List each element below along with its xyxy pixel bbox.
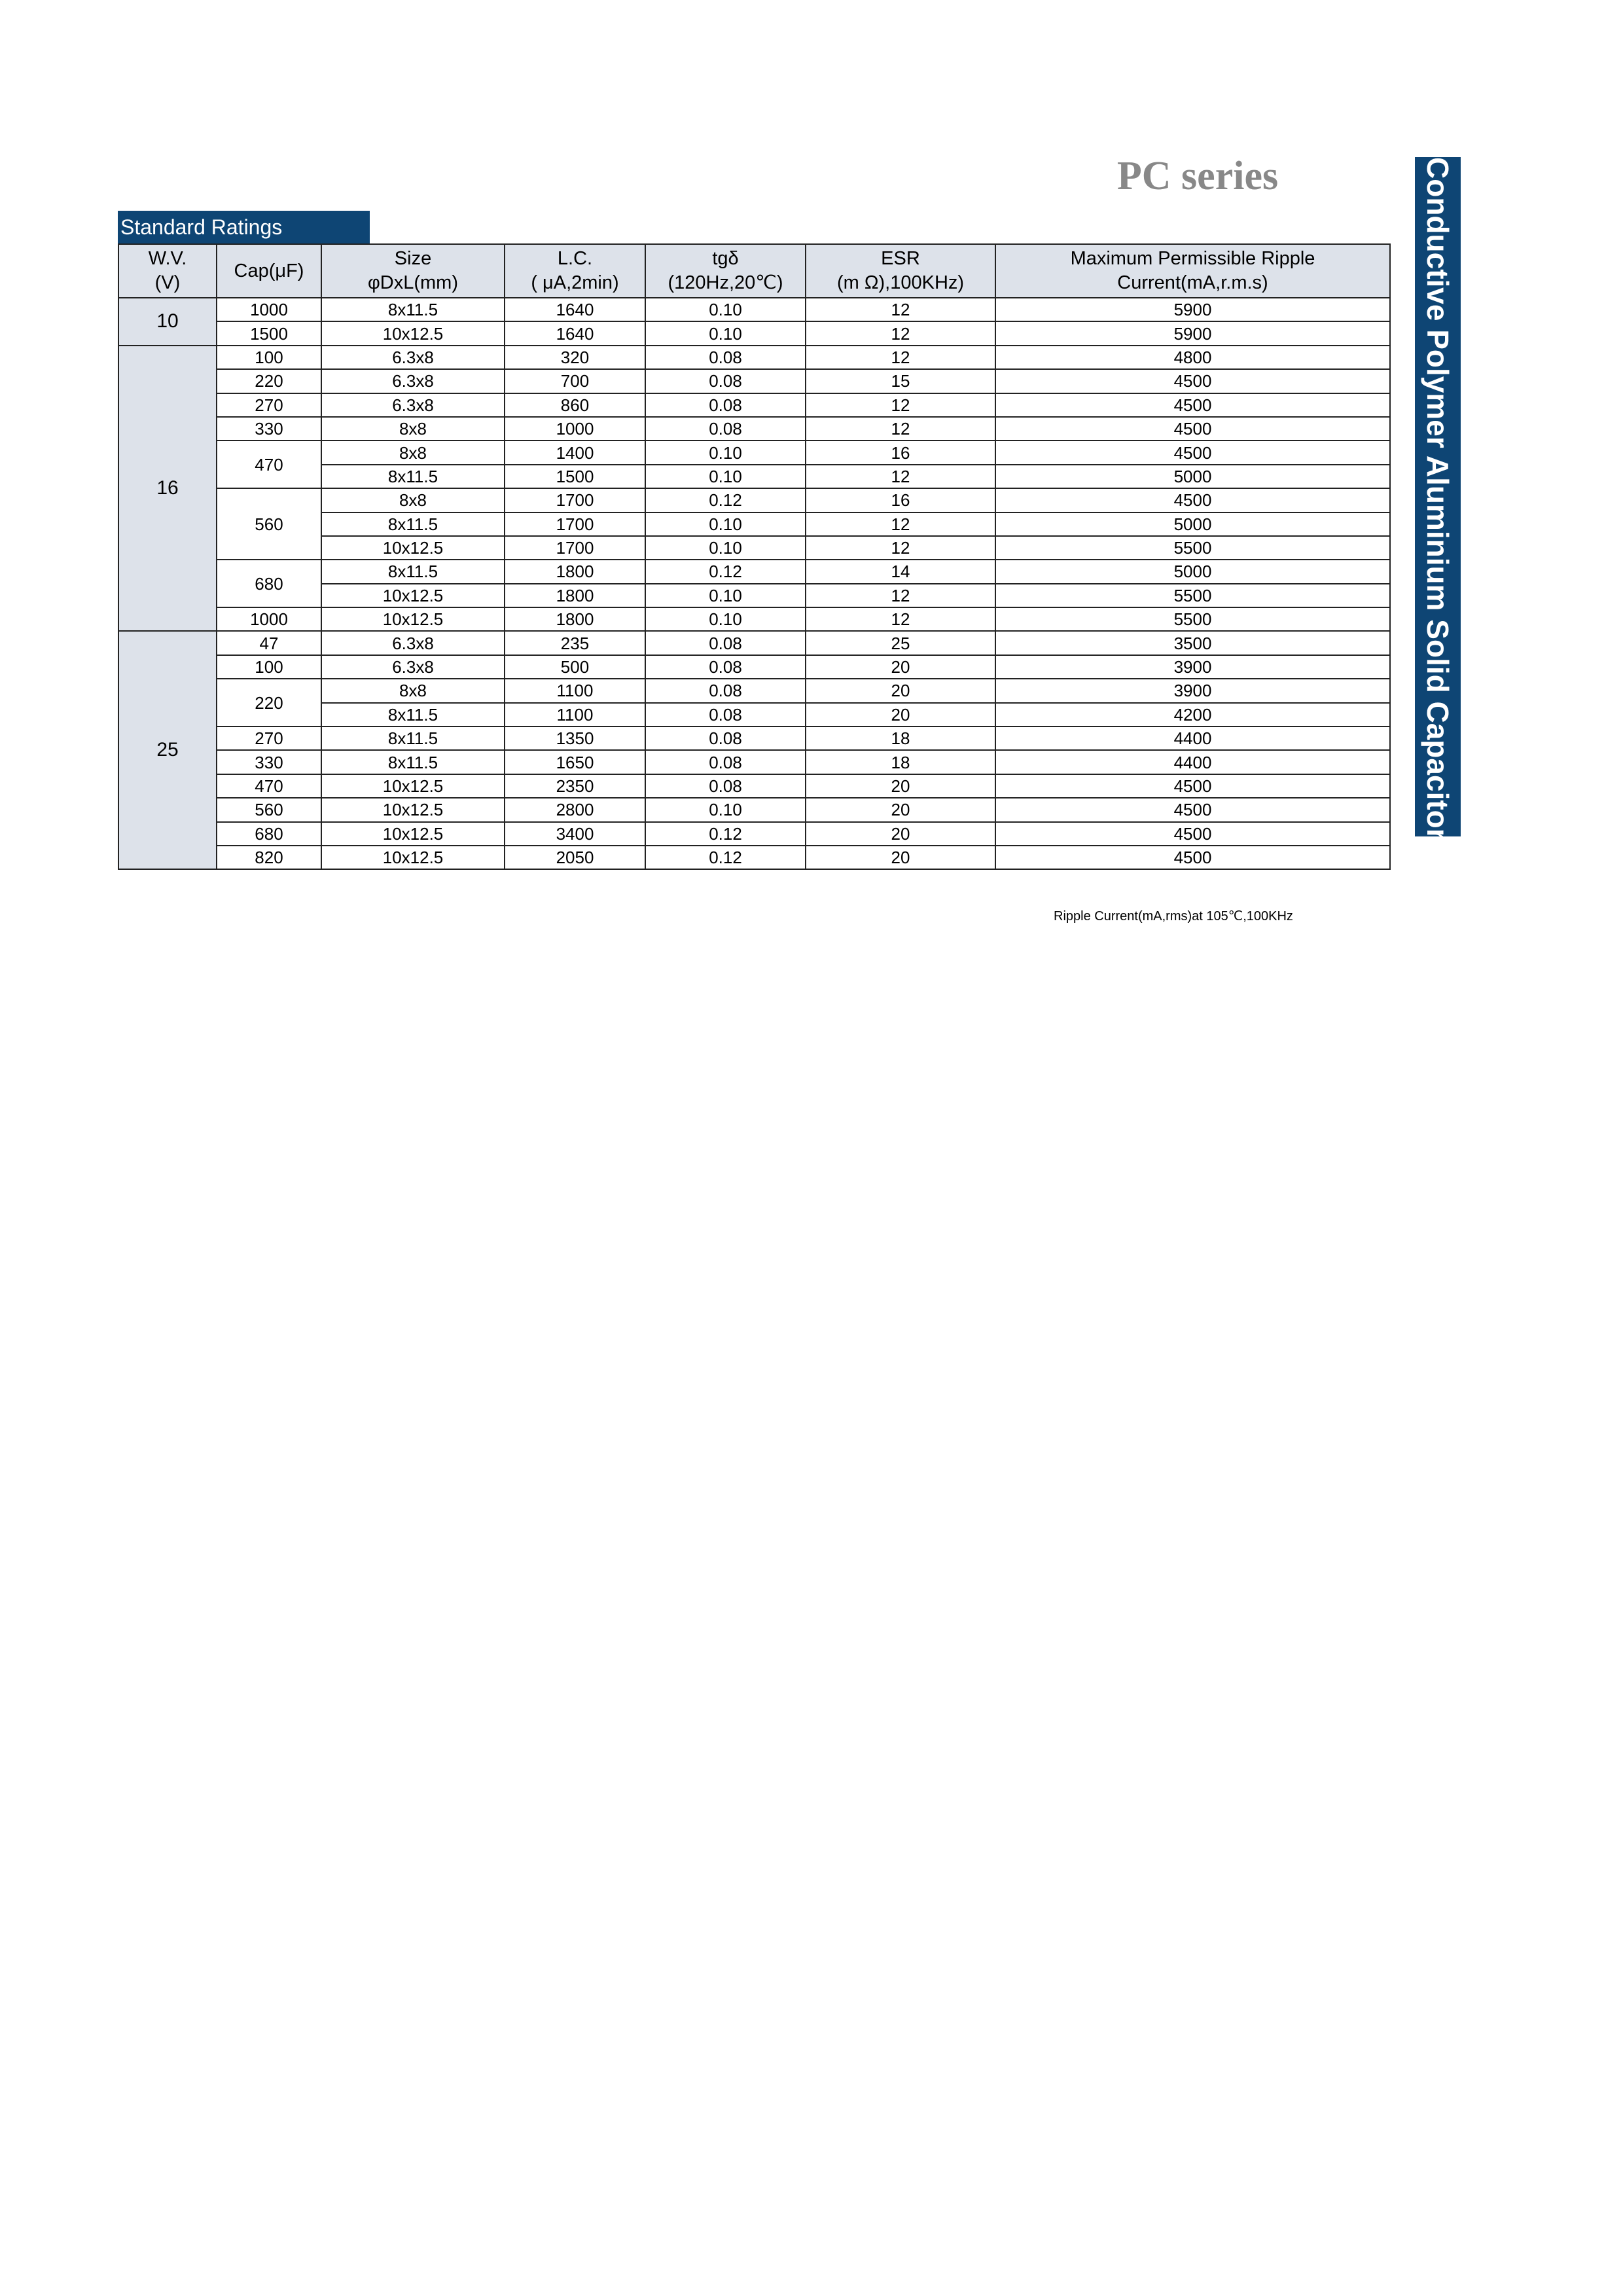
cap-cell: 1000 <box>217 298 321 321</box>
header-tg-line1: tgδ <box>712 248 739 269</box>
header-cap <box>217 244 321 298</box>
ripple-cell: 4500 <box>995 846 1390 869</box>
lc-cell: 1350 <box>505 726 645 750</box>
lc-cell: 2800 <box>505 798 645 821</box>
table-row <box>118 655 1390 679</box>
tg-cell: 0.08 <box>645 750 806 774</box>
header-lc <box>505 244 645 298</box>
table-row <box>118 631 1390 655</box>
size-cell: 8x11.5 <box>321 512 505 536</box>
esr-cell: 12 <box>806 393 995 417</box>
size-cell: 10x12.5 <box>321 774 505 798</box>
table-row <box>118 417 1390 440</box>
tg-cell: 0.10 <box>645 584 806 607</box>
ripple-cell: 4500 <box>995 822 1390 846</box>
esr-cell: 16 <box>806 488 995 512</box>
esr-cell: 20 <box>806 822 995 846</box>
cap-cell: 470 <box>217 440 321 488</box>
tg-cell: 0.08 <box>645 679 806 702</box>
lc-cell: 860 <box>505 393 645 417</box>
ripple-cell: 4500 <box>995 440 1390 464</box>
tg-cell: 0.08 <box>645 393 806 417</box>
tg-cell: 0.08 <box>645 774 806 798</box>
cap-cell: 470 <box>217 774 321 798</box>
lc-cell: 1700 <box>505 512 645 536</box>
wv-cell: 25 <box>118 631 217 869</box>
header-esr-line1: ESR <box>881 248 920 269</box>
table-row <box>118 750 1390 774</box>
esr-cell: 12 <box>806 512 995 536</box>
lc-cell: 3400 <box>505 822 645 846</box>
lc-cell: 1700 <box>505 488 645 512</box>
cap-cell: 270 <box>217 726 321 750</box>
size-cell: 10x12.5 <box>321 536 505 560</box>
size-cell: 10x12.5 <box>321 584 505 607</box>
size-cell: 8x11.5 <box>321 298 505 321</box>
size-cell: 6.3x8 <box>321 631 505 655</box>
cap-cell: 330 <box>217 750 321 774</box>
header-ripple <box>995 244 1390 298</box>
ripple-cell: 4500 <box>995 798 1390 821</box>
size-cell: 8x8 <box>321 488 505 512</box>
esr-cell: 12 <box>806 607 995 631</box>
esr-cell: 20 <box>806 703 995 726</box>
header-ripple-line1: Maximum Permissible Ripple <box>1070 248 1315 269</box>
esr-cell: 20 <box>806 798 995 821</box>
table-row <box>118 369 1390 393</box>
cap-cell: 1500 <box>217 321 321 345</box>
size-cell: 8x11.5 <box>321 726 505 750</box>
table-row <box>118 726 1390 750</box>
size-cell: 10x12.5 <box>321 822 505 846</box>
cap-cell: 680 <box>217 560 321 607</box>
header-row <box>118 244 1390 298</box>
ripple-cell: 4500 <box>995 488 1390 512</box>
size-cell: 6.3x8 <box>321 655 505 679</box>
header-lc-line2: ( μA,2min) <box>531 272 619 293</box>
cap-cell: 560 <box>217 488 321 560</box>
tg-cell: 0.08 <box>645 417 806 440</box>
esr-cell: 20 <box>806 774 995 798</box>
header-wv-line1: W.V. <box>148 248 187 269</box>
cap-cell: 100 <box>217 655 321 679</box>
tg-cell: 0.10 <box>645 607 806 631</box>
cap-cell: 47 <box>217 631 321 655</box>
table-row <box>118 346 1390 369</box>
header-ripple-line2: Current(mA,r.m.s) <box>1117 272 1268 293</box>
header-cap-label: Cap(μF) <box>234 260 304 281</box>
lc-cell: 1650 <box>505 750 645 774</box>
tg-cell: 0.12 <box>645 846 806 869</box>
side-banner-text: Conductive Polymer Aluminium Solid Capacitors <box>1421 157 1455 857</box>
header-esr <box>806 244 995 298</box>
cap-cell: 560 <box>217 798 321 821</box>
tg-cell: 0.10 <box>645 465 806 488</box>
ripple-cell: 5900 <box>995 321 1390 345</box>
header-tg <box>645 244 806 298</box>
esr-cell: 12 <box>806 321 995 345</box>
esr-cell: 20 <box>806 655 995 679</box>
header-esr-line2: (m Ω),100KHz) <box>836 272 965 293</box>
table-row <box>118 846 1390 869</box>
table-row <box>118 488 1390 512</box>
ratings-table <box>118 243 1391 870</box>
lc-cell: 700 <box>505 369 645 393</box>
ripple-cell: 5000 <box>995 465 1390 488</box>
cap-cell: 680 <box>217 822 321 846</box>
size-cell: 10x12.5 <box>321 798 505 821</box>
header-wv <box>118 244 217 298</box>
lc-cell: 500 <box>505 655 645 679</box>
ripple-cell: 5000 <box>995 560 1390 583</box>
tg-cell: 0.08 <box>645 655 806 679</box>
lc-cell: 1640 <box>505 298 645 321</box>
esr-cell: 15 <box>806 369 995 393</box>
size-cell: 6.3x8 <box>321 369 505 393</box>
table-row <box>118 679 1390 702</box>
ripple-cell: 4500 <box>995 393 1390 417</box>
header-size-line1: Size <box>394 248 432 269</box>
header-tg-line2: (120Hz,20℃) <box>668 272 783 293</box>
tg-cell: 0.12 <box>645 488 806 512</box>
table-row <box>118 298 1390 321</box>
tg-cell: 0.08 <box>645 346 806 369</box>
wv-cell: 16 <box>118 346 217 632</box>
tg-cell: 0.10 <box>645 321 806 345</box>
lc-cell: 1800 <box>505 584 645 607</box>
ripple-cell: 3500 <box>995 631 1390 655</box>
cap-cell: 1000 <box>217 607 321 631</box>
series-title: PC series <box>1116 154 1279 198</box>
wv-cell: 10 <box>118 298 217 346</box>
ripple-cell: 4400 <box>995 750 1390 774</box>
esr-cell: 20 <box>806 679 995 702</box>
lc-cell: 2350 <box>505 774 645 798</box>
tg-cell: 0.10 <box>645 798 806 821</box>
tg-cell: 0.10 <box>645 440 806 464</box>
ratings-body <box>118 298 1390 869</box>
esr-cell: 16 <box>806 440 995 464</box>
size-cell: 8x11.5 <box>321 703 505 726</box>
ripple-cell: 4500 <box>995 369 1390 393</box>
header-size-line2: φDxL(mm) <box>367 272 458 293</box>
ripple-cell: 4800 <box>995 346 1390 369</box>
table-row <box>118 822 1390 846</box>
header-size <box>321 244 505 298</box>
ripple-cell: 4400 <box>995 726 1390 750</box>
esr-cell: 20 <box>806 846 995 869</box>
ripple-cell: 3900 <box>995 655 1390 679</box>
size-cell: 8x8 <box>321 417 505 440</box>
table-row <box>118 607 1390 631</box>
table-row <box>118 321 1390 345</box>
size-cell: 10x12.5 <box>321 321 505 345</box>
cap-cell: 330 <box>217 417 321 440</box>
ripple-cell: 4200 <box>995 703 1390 726</box>
size-cell: 6.3x8 <box>321 346 505 369</box>
lc-cell: 235 <box>505 631 645 655</box>
lc-cell: 2050 <box>505 846 645 869</box>
lc-cell: 1640 <box>505 321 645 345</box>
lc-cell: 1800 <box>505 607 645 631</box>
ripple-cell: 5500 <box>995 584 1390 607</box>
size-cell: 6.3x8 <box>321 393 505 417</box>
esr-cell: 14 <box>806 560 995 583</box>
footnote: Ripple Current(mA,rms)at 105℃,100KHz <box>1054 909 1293 924</box>
cap-cell: 220 <box>217 369 321 393</box>
tg-cell: 0.08 <box>645 703 806 726</box>
ripple-cell: 5500 <box>995 536 1390 560</box>
esr-cell: 25 <box>806 631 995 655</box>
header-lc-line1: L.C. <box>557 248 593 269</box>
lc-cell: 1100 <box>505 703 645 726</box>
lc-cell: 1000 <box>505 417 645 440</box>
ripple-cell: 3900 <box>995 679 1390 702</box>
esr-cell: 12 <box>806 346 995 369</box>
ripple-cell: 4500 <box>995 417 1390 440</box>
table-row <box>118 798 1390 821</box>
table-row <box>118 774 1390 798</box>
cap-cell: 820 <box>217 846 321 869</box>
tg-cell: 0.10 <box>645 512 806 536</box>
size-cell: 10x12.5 <box>321 607 505 631</box>
size-cell: 8x11.5 <box>321 465 505 488</box>
tg-cell: 0.08 <box>645 369 806 393</box>
ripple-cell: 5000 <box>995 512 1390 536</box>
table-row <box>118 560 1390 583</box>
lc-cell: 320 <box>505 346 645 369</box>
size-cell: 8x8 <box>321 679 505 702</box>
lc-cell: 1800 <box>505 560 645 583</box>
table-row <box>118 440 1390 464</box>
section-title: Standard Ratings <box>118 211 370 243</box>
tg-cell: 0.10 <box>645 536 806 560</box>
size-cell: 8x8 <box>321 440 505 464</box>
lc-cell: 1100 <box>505 679 645 702</box>
esr-cell: 18 <box>806 726 995 750</box>
ripple-cell: 4500 <box>995 774 1390 798</box>
tg-cell: 0.08 <box>645 631 806 655</box>
esr-cell: 12 <box>806 298 995 321</box>
table-row <box>118 393 1390 417</box>
tg-cell: 0.10 <box>645 298 806 321</box>
ripple-cell: 5500 <box>995 607 1390 631</box>
tg-cell: 0.12 <box>645 560 806 583</box>
esr-cell: 18 <box>806 750 995 774</box>
esr-cell: 12 <box>806 465 995 488</box>
tg-cell: 0.08 <box>645 726 806 750</box>
cap-cell: 220 <box>217 679 321 726</box>
size-cell: 10x12.5 <box>321 846 505 869</box>
esr-cell: 12 <box>806 536 995 560</box>
tg-cell: 0.12 <box>645 822 806 846</box>
size-cell: 8x11.5 <box>321 560 505 583</box>
lc-cell: 1400 <box>505 440 645 464</box>
size-cell: 8x11.5 <box>321 750 505 774</box>
esr-cell: 12 <box>806 417 995 440</box>
cap-cell: 100 <box>217 346 321 369</box>
esr-cell: 12 <box>806 584 995 607</box>
ripple-cell: 5900 <box>995 298 1390 321</box>
header-wv-line2: (V) <box>154 272 181 293</box>
lc-cell: 1500 <box>505 465 645 488</box>
lc-cell: 1700 <box>505 536 645 560</box>
cap-cell: 270 <box>217 393 321 417</box>
